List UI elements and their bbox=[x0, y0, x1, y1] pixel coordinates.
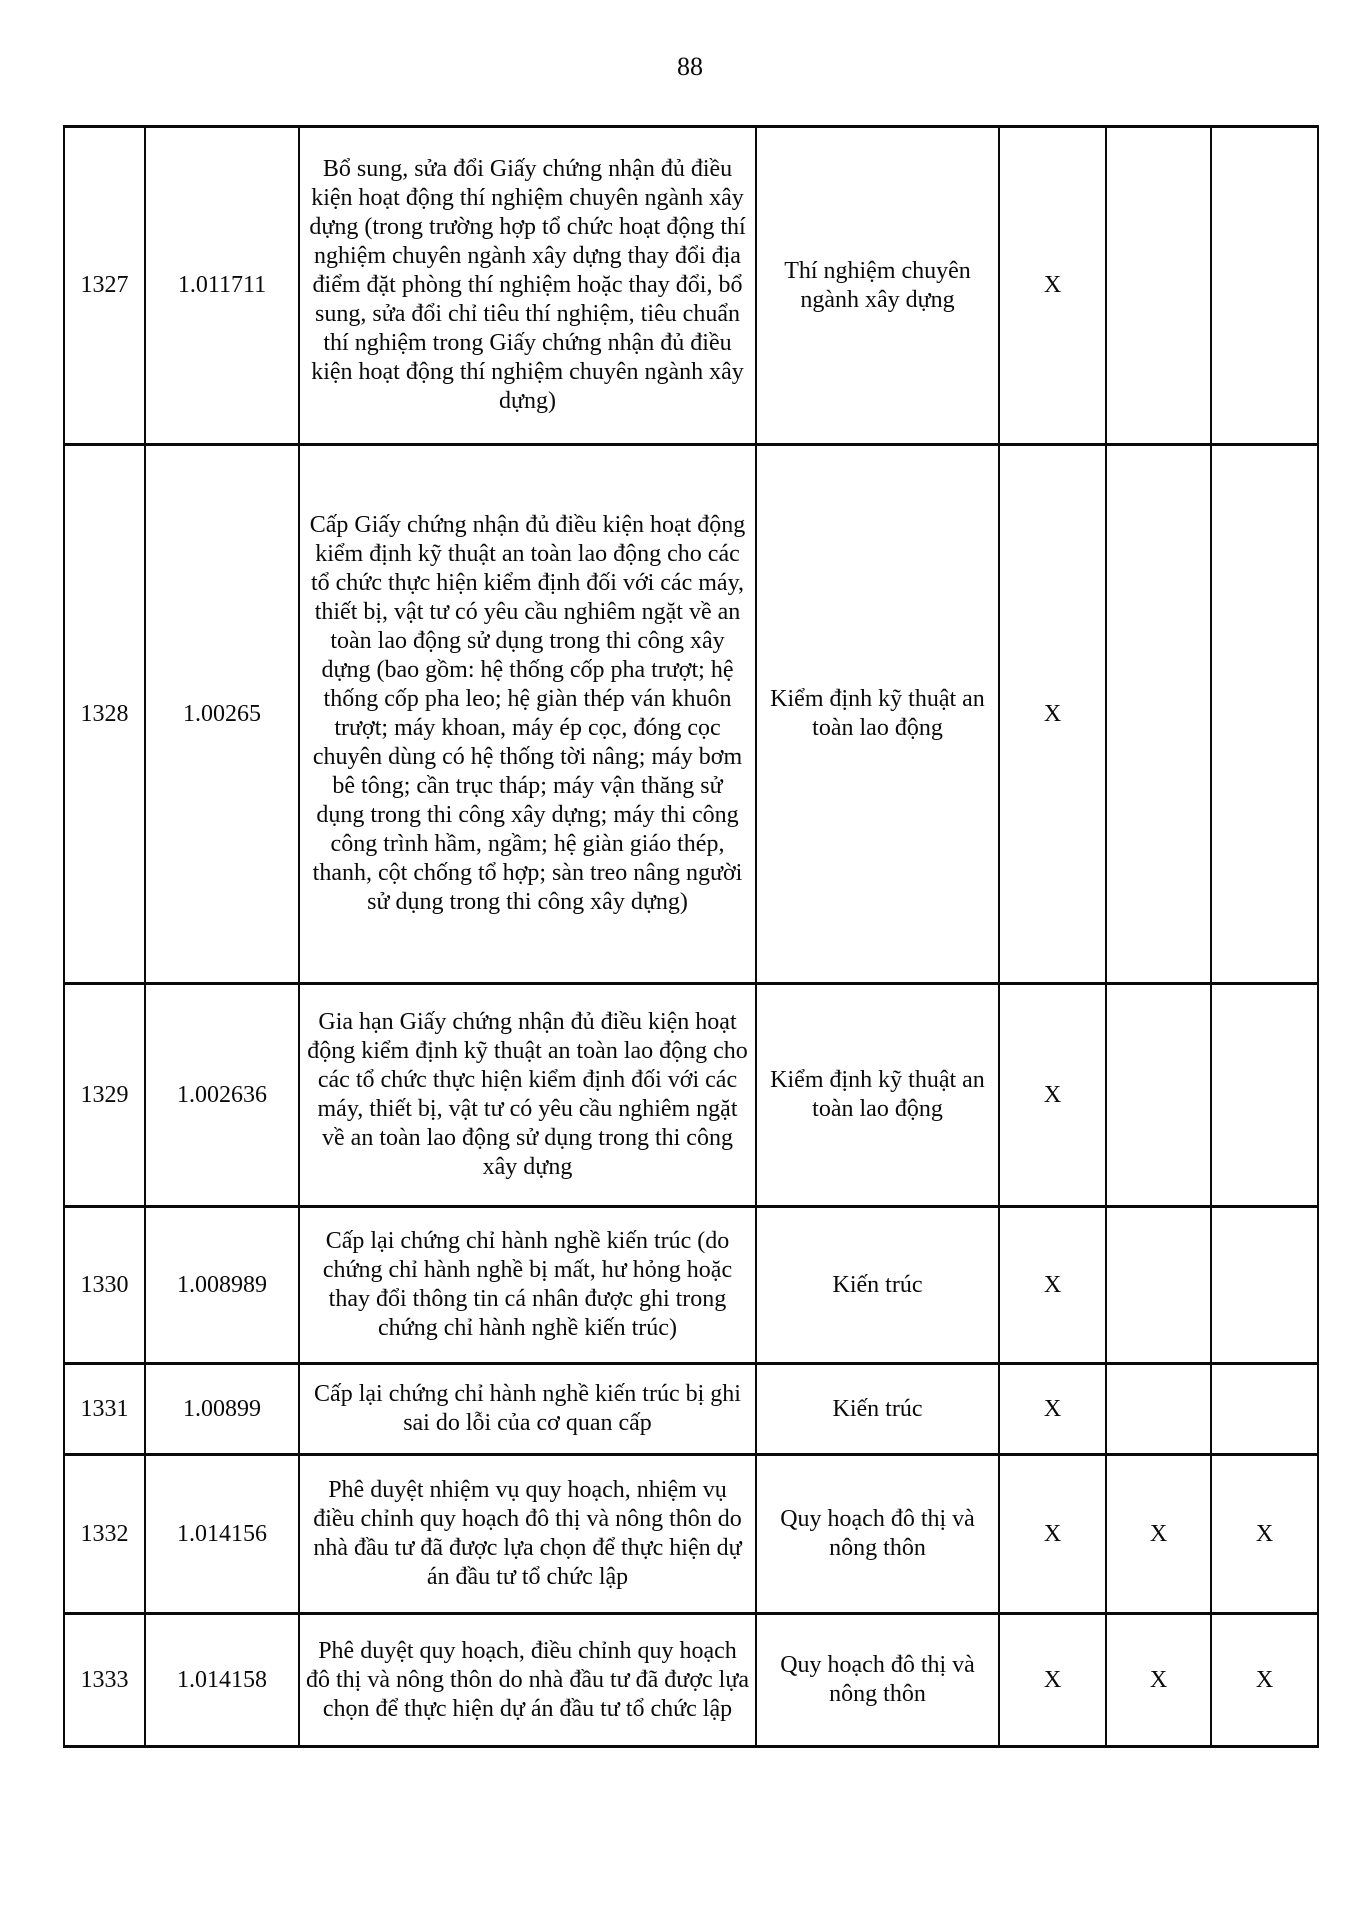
table-row bbox=[64, 1614, 1318, 1747]
sector-cell: Kiến trúc bbox=[756, 1364, 999, 1455]
mark-cell bbox=[1211, 445, 1318, 984]
sector-cell: Quy hoạch đô thị và nông thôn bbox=[756, 1614, 999, 1747]
mark-cell bbox=[1106, 984, 1211, 1207]
row-index-cell: 1330 bbox=[64, 1207, 145, 1364]
procedure-code-cell: 1.011711 bbox=[145, 127, 299, 445]
procedure-description-cell: Cấp Giấy chứng nhận đủ điều kiện hoạt động kiểm định kỹ thuật an toàn lao động cho các tổ chức thực hiện kiểm định đối với các máy, thiết bị, vật tư có yêu cầu nghiêm ngặt về an toàn lao động sử dụng trong thi công xây dựng (bao gồm: hệ thống cốp pha trượt; hệ thống cốp pha leo; hệ giàn thép ván khuôn trượt; máy khoan, máy ép cọc, đóng cọc chuyên dùng có hệ thống tời nâng; máy bơm bê tông; cần trục tháp; máy vận thăng sử dụng trong thi công xây dựng; máy thi công công trình hầm, ngầm; hệ giàn giáo thép, thanh, cột chống tổ hợp; sàn treo nâng người sử dụng trong thi công xây dựng) bbox=[299, 445, 756, 984]
mark-cell bbox=[1106, 127, 1211, 445]
table-row bbox=[64, 445, 1318, 984]
procedure-code-cell: 1.002636 bbox=[145, 984, 299, 1207]
table-row bbox=[64, 1455, 1318, 1614]
sector-cell: Kiểm định kỹ thuật an toàn lao động bbox=[756, 445, 999, 984]
procedure-description-cell: Cấp lại chứng chỉ hành nghề kiến trúc bị ghi sai do lỗi của cơ quan cấp bbox=[299, 1364, 756, 1455]
mark-cell bbox=[1106, 1364, 1211, 1455]
sector-cell: Kiến trúc bbox=[756, 1207, 999, 1364]
procedure-description-cell: Gia hạn Giấy chứng nhận đủ điều kiện hoạt động kiểm định kỹ thuật an toàn lao động cho các tổ chức thực hiện kiểm định đối với các máy, thiết bị, vật tư có yêu cầu nghiêm ngặt về an toàn lao động sử dụng trong thi công xây dựng bbox=[299, 984, 756, 1207]
row-index-cell: 1333 bbox=[64, 1614, 145, 1747]
mark-cell bbox=[1211, 1207, 1318, 1364]
mark-cell bbox=[1211, 1364, 1318, 1455]
procedures-table bbox=[63, 125, 1319, 1748]
procedure-code-cell: 1.008989 bbox=[145, 1207, 299, 1364]
mark-cell: X bbox=[999, 1207, 1106, 1364]
page-number: 88 bbox=[677, 52, 703, 81]
procedure-description-cell: Bổ sung, sửa đổi Giấy chứng nhận đủ điều kiện hoạt động thí nghiệm chuyên ngành xây dựng (trong trường hợp tổ chức hoạt động thí nghiệm chuyên ngành xây dựng thay đổi địa điểm đặt phòng thí nghiệm hoặc thay đổi, bổ sung, sửa đổi chỉ tiêu thí nghiệm, tiêu chuẩn thí nghiệm trong Giấy chứng nhận đủ điều kiện hoạt động thí nghiệm chuyên ngành xây dựng) bbox=[299, 127, 756, 445]
mark-cell: X bbox=[1211, 1455, 1318, 1614]
row-index-cell: 1332 bbox=[64, 1455, 145, 1614]
mark-cell bbox=[1106, 445, 1211, 984]
mark-cell bbox=[1211, 127, 1318, 445]
mark-cell bbox=[1106, 1207, 1211, 1364]
sector-cell: Quy hoạch đô thị và nông thôn bbox=[756, 1455, 999, 1614]
row-index-cell: 1327 bbox=[64, 127, 145, 445]
table-row bbox=[64, 1207, 1318, 1364]
sector-cell: Kiểm định kỹ thuật an toàn lao động bbox=[756, 984, 999, 1207]
row-index-cell: 1329 bbox=[64, 984, 145, 1207]
mark-cell: X bbox=[999, 984, 1106, 1207]
mark-cell: X bbox=[1211, 1614, 1318, 1747]
table-row bbox=[64, 127, 1318, 445]
procedure-code-cell: 1.00899 bbox=[145, 1364, 299, 1455]
mark-cell: X bbox=[1106, 1455, 1211, 1614]
row-index-cell: 1328 bbox=[64, 445, 145, 984]
table-row bbox=[64, 1364, 1318, 1455]
mark-cell: X bbox=[999, 1614, 1106, 1747]
procedure-code-cell: 1.014158 bbox=[145, 1614, 299, 1747]
mark-cell: X bbox=[999, 445, 1106, 984]
mark-cell: X bbox=[999, 1455, 1106, 1614]
table-row bbox=[64, 984, 1318, 1207]
procedure-description-cell: Cấp lại chứng chỉ hành nghề kiến trúc (do chứng chỉ hành nghề bị mất, hư hỏng hoặc thay đổi thông tin cá nhân được ghi trong chứng chỉ hành nghề kiến trúc) bbox=[299, 1207, 756, 1364]
mark-cell: X bbox=[999, 1364, 1106, 1455]
sector-cell: Thí nghiệm chuyên ngành xây dựng bbox=[756, 127, 999, 445]
row-index-cell: 1331 bbox=[64, 1364, 145, 1455]
mark-cell: X bbox=[999, 127, 1106, 445]
procedure-code-cell: 1.014156 bbox=[145, 1455, 299, 1614]
procedure-description-cell: Phê duyệt quy hoạch, điều chỉnh quy hoạch đô thị và nông thôn do nhà đầu tư đã được lựa chọn để thực hiện dự án đầu tư tổ chức lập bbox=[299, 1614, 756, 1747]
procedure-code-cell: 1.00265 bbox=[145, 445, 299, 984]
mark-cell: X bbox=[1106, 1614, 1211, 1747]
procedure-description-cell: Phê duyệt nhiệm vụ quy hoạch, nhiệm vụ điều chỉnh quy hoạch đô thị và nông thôn do nhà đầu tư đã được lựa chọn để thực hiện dự án đầu tư tổ chức lập bbox=[299, 1455, 756, 1614]
mark-cell bbox=[1211, 984, 1318, 1207]
